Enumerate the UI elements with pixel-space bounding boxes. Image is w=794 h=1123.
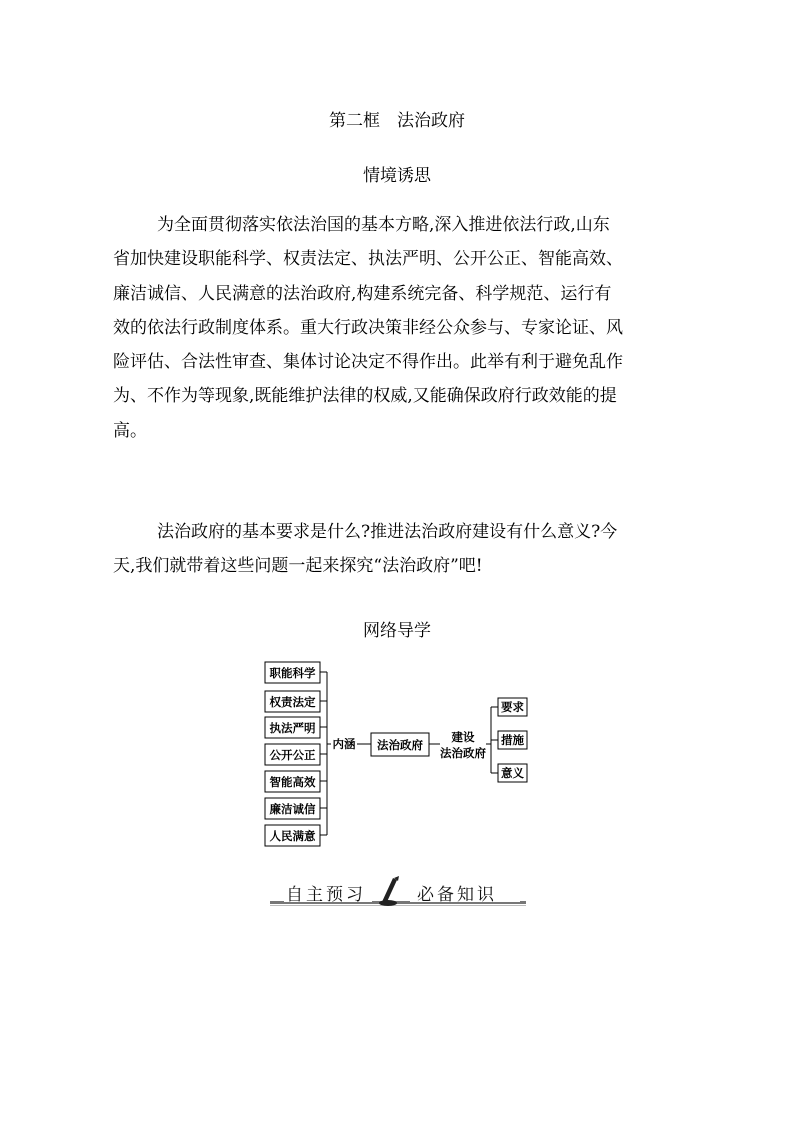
paragraph-line: 廉洁诚信、人民满意的法治政府,构建系统完备、科学规范、运行有 — [113, 283, 612, 304]
left-box — [265, 825, 320, 846]
svg-text:权责法定: 权责法定 — [269, 695, 316, 709]
banner-left-text: 自主预习 — [286, 885, 366, 905]
left-box — [265, 662, 320, 683]
branch-label: 建设 — [451, 730, 475, 744]
paragraph-line: 高。 — [113, 420, 147, 441]
paragraph-line: 省加快建设职能科学、权责法定、执法严明、公开公正、智能高效、 — [113, 249, 623, 270]
svg-text:意义: 意义 — [501, 766, 524, 780]
right-box — [498, 731, 527, 749]
section-banner — [270, 876, 526, 906]
right-bracket — [486, 707, 498, 773]
section-heading-situation: 情境诱思 — [363, 166, 431, 186]
paragraph-line: 效的依法行政制度体系。重大行政决策非经公众参与、专家论证、风 — [113, 317, 623, 338]
right-box — [498, 764, 527, 782]
svg-text:执法严明: 执法严明 — [269, 721, 316, 735]
banner-right-text: 必备知识 — [417, 885, 497, 905]
svg-text:廉洁诚信: 廉洁诚信 — [269, 802, 316, 816]
left-box — [265, 771, 320, 792]
left-box — [265, 798, 320, 819]
svg-text:措施: 措施 — [501, 733, 524, 747]
paragraph-line: 险评估、合法性审查、集体讨论决定不得作出。此举有利于避免乱作 — [113, 352, 623, 373]
left-box — [265, 744, 320, 765]
svg-text:公开公正: 公开公正 — [269, 748, 316, 762]
paragraph-line: 为全面贯彻落实依法治国的基本方略,深入推进依法行政,山东 — [157, 215, 610, 235]
center-box — [371, 733, 429, 756]
branch-label: 法治政府 — [440, 746, 486, 760]
paragraph-line: 为、不作为等现象,既能维护法律的权威,又能确保政府行政效能的提 — [113, 386, 617, 407]
section-heading-network: 网络导学 — [363, 621, 431, 641]
page-title: 第二框 法治政府 — [329, 111, 465, 131]
svg-text:职能科学: 职能科学 — [269, 666, 316, 680]
left-bracket — [320, 672, 331, 835]
svg-text:法治政府: 法治政府 — [377, 738, 423, 752]
connector-label: 内涵 — [332, 737, 356, 751]
paragraph-line: 法治政府的基本要求是什么?推进法治政府建设有什么意义?今 — [157, 522, 618, 542]
left-box — [265, 691, 320, 712]
svg-text:人民满意: 人民满意 — [269, 829, 316, 843]
left-box — [265, 717, 320, 738]
paragraph-line: 天,我们就带着这些问题一起来探究“法治政府”吧! — [113, 556, 483, 577]
right-box — [498, 698, 527, 716]
svg-text:智能高效: 智能高效 — [269, 775, 316, 789]
svg-text:要求: 要求 — [501, 700, 524, 714]
